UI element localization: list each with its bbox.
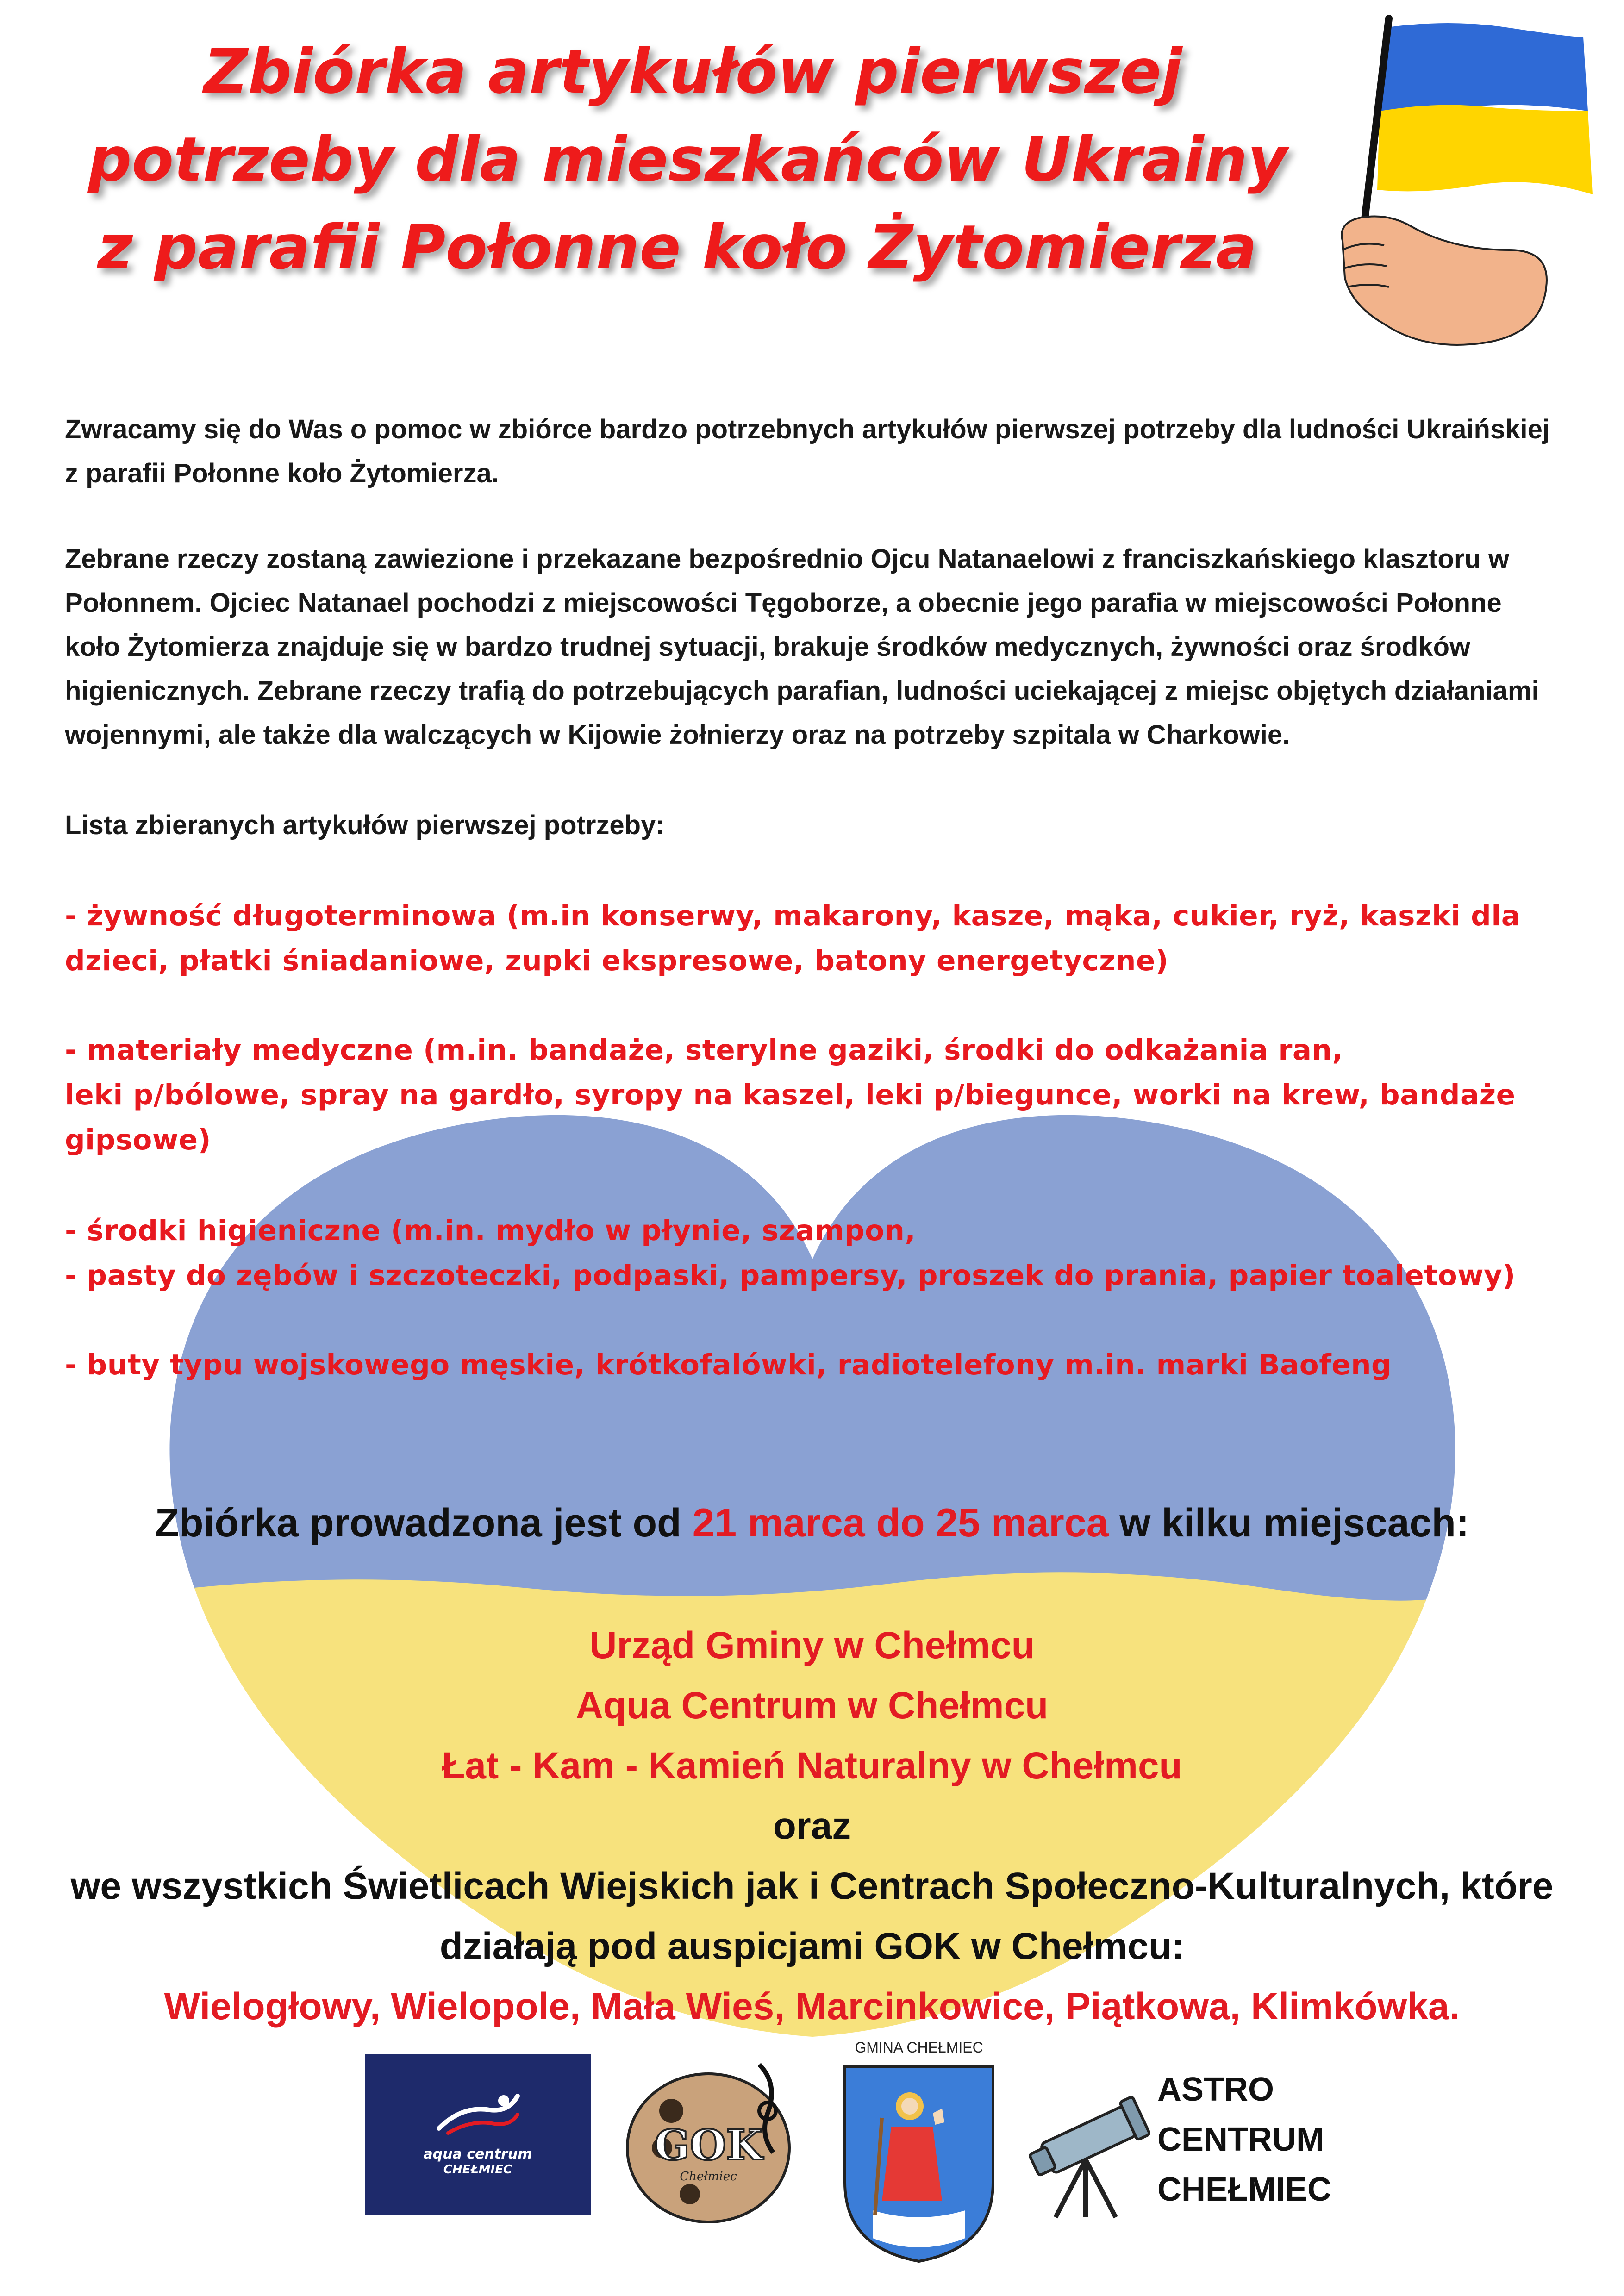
- hygiene-line-1: - środki higieniczne (m.in. mydło w płynie, szampon,: [65, 1214, 916, 1247]
- dates-range: 21 marca do 25 marca: [692, 1501, 1109, 1545]
- description-paragraph: Zebrane rzeczy zostaną zawiezione i przekazane bezpośrednio Ojcu Natanaelowi z franciszkańskiego klasztoru w Połonnem. Ojciec Natanael pochodzi z miejscowości Tęgoborze, a obecnie jego parafia w miejscowości Połonne koło Żytomierza znajduje się w bardzo trudnej sytuacji, brakuje środków medycznych, żywności oraz środków higienicznych. Zebrane rzeczy trafią do potrzebujących parafian, ludności uciekającej z miejsc objętych działaniami wojennymi, ale także dla walczących w Kijowie żołnierzy oraz na potrzeby szpitala w Charkowie.: [65, 544, 1539, 750]
- swimmer-icon: [434, 2087, 522, 2142]
- page-title: [69, 28, 1347, 292]
- aqua-logo-line-2: CHEŁMIEC: [443, 2163, 512, 2177]
- gok-logo: [620, 2055, 806, 2231]
- astro-line-1: ASTRO: [1157, 2071, 1274, 2108]
- dates-suffix: w kilku miejscach:: [1119, 1501, 1469, 1545]
- title-line-3: z parafii Połonne koło Żytomierza: [97, 212, 1257, 283]
- ukraine-flag-icon: [1333, 9, 1593, 361]
- oraz-text: oraz: [773, 1805, 851, 1847]
- intro-paragraph: Zwracamy się do Was o pomoc w zbiórce bardzo potrzebnych artykułów pierwszej potrzeby dla ludności Ukraińskiej z parafii Połonne koło Żytomierza.: [65, 414, 1550, 488]
- gok-logo-text: GOK: [654, 2121, 762, 2170]
- villages-list: Wielogłowy, Wielopole, Mała Wieś, Marcinkowice, Piątkowa, Klimkówka.: [164, 1985, 1460, 2028]
- astro-centrum-logo: [1018, 2065, 1331, 2231]
- community-centers-text: [0, 1856, 1624, 1977]
- location-item: Łat - Kam - Kamień Naturalny w Chełmcu: [442, 1745, 1182, 1787]
- medical-line-2: leki p/bólowe, spray na gardło, syropy na kaszel, leki p/biegunce, worki na krew, bandaże gipsowe): [65, 1079, 1516, 1156]
- list-item-military: - buty typu wojskowego męskie, krótkofalówki, radiotelefony m.in. marki Baofeng: [65, 1348, 1392, 1381]
- list-item-food: - żywność długoterminowa (m.in konserwy, makarony, kasze, mąka, cukier, ryż, kaszki dla dzieci, płatki śniadaniowe, zupki ekspresowe, batony energetyczne): [65, 899, 1521, 977]
- telescope-icon: [1018, 2083, 1153, 2222]
- astro-line-3: CHEŁMIEC: [1157, 2171, 1331, 2208]
- list-item-hygiene: [65, 1208, 1555, 1298]
- aqua-logo-line-1: aqua centrum: [423, 2146, 532, 2162]
- community-line-1: we wszystkich Świetlicach Wiejskich jak i Centrach Społeczno-Kulturalnych, które: [70, 1865, 1554, 1907]
- title-line-1: Zbiórka artykułów pierwszej: [204, 36, 1182, 107]
- gmina-chelmiec-logo: [826, 2039, 1012, 2271]
- astro-line-2: CENTRUM: [1157, 2121, 1324, 2158]
- location-item: Urząd Gminy w Chełmcu: [589, 1624, 1035, 1666]
- medical-line-1: - materiały medyczne (m.in. bandaże, sterylne gaziki, środki do odkażania ran,: [65, 1034, 1343, 1067]
- title-line-2: potrzeby dla mieszkańców Ukrainy: [88, 124, 1287, 195]
- community-line-2: działają pod auspicjami GOK w Chełmcu:: [439, 1925, 1185, 1967]
- hygiene-line-2: - pasty do zębów i szczoteczki, podpaski, pampersy, proszek do prania, papier toaletowy): [65, 1259, 1516, 1292]
- location-item: Aqua Centrum w Chełmcu: [575, 1685, 1049, 1727]
- dates-prefix: Zbiórka prowadzona jest od: [155, 1501, 681, 1545]
- aqua-centrum-logo: [365, 2054, 591, 2215]
- locations-list: [0, 1616, 1624, 1796]
- gmina-label: GMINA CHEŁMIEC: [855, 2039, 983, 2056]
- collection-dates: [0, 1495, 1624, 1551]
- coat-of-arms-icon: [840, 2062, 998, 2266]
- gok-palette-icon: [620, 2055, 806, 2231]
- gok-logo-subtext: Chełmiec: [680, 2170, 737, 2184]
- astro-logo-text: [1157, 2065, 1331, 2215]
- list-item-medical: [65, 1028, 1555, 1162]
- list-heading: Lista zbieranych artykułów pierwszej potrzeby:: [65, 810, 665, 840]
